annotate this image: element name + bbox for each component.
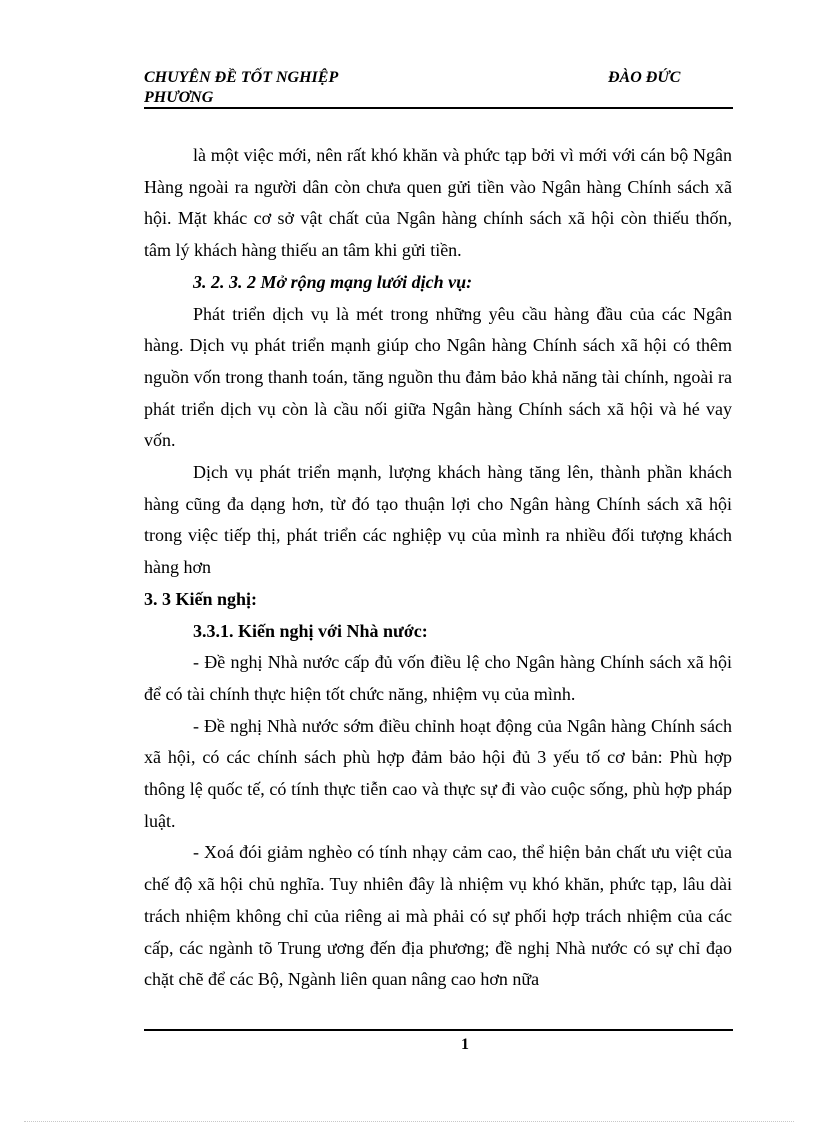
paragraph: Dịch vụ phát triển mạnh, lượng khách hàng tăng lên, thành phần khách hàng cũng đa dạng hơn, từ đó tạo thuận lợi cho Ngân hàng Chính sách xã hội trong việc tiếp thị, phát triển các nghiệp vụ của mình ra nhiều đối tượng khách hàng hơn [144, 462, 732, 578]
header-author: ĐÀO ĐỨC [608, 69, 681, 86]
section-heading: 3. 2. 3. 2 Mở rộng mạng lưới dịch vụ: [193, 271, 473, 292]
document-body [144, 140, 732, 996]
header-title: CHUYÊN ĐỀ TỐT NGHIỆP [144, 69, 339, 86]
paragraph: Phát triển dịch vụ là mét trong những yêu cầu hàng đầu của các Ngân hàng. Dịch vụ phát triển mạnh giúp cho Ngân hàng Chính sách xã hội có thêm nguồn vốn trong thanh toán, tăng nguồn thu đảm bảo khả năng tài chính, ngoài ra phát triển dịch vụ còn là cầu nối giữa Ngân hàng Chính sách xã hội và hé vay vốn. [144, 303, 732, 451]
page-boundary [24, 1121, 794, 1122]
subsection-heading: 3.3.1. Kiến nghị với Nhà nước: [193, 620, 428, 641]
paragraph: - Đề nghị Nhà nước sớm điều chỉnh hoạt động của Ngân hàng Chính sách xã hội, có các chính sách phù hợp đảm bảo hội đủ 3 yếu tố cơ bản: Phù hợp thông lệ quốc tế, có tính thực tiễn cao và thực sự đi vào cuộc sống, phù hợp pháp luật. [144, 715, 732, 831]
paragraph: - Xoá đói giảm nghèo có tính nhạy cảm cao, thể hiện bản chất ưu việt của chế độ xã hội chủ nghĩa. Tuy nhiên đây là nhiệm vụ khó khăn, phức tạp, lâu dài trách nhiệm không chỉ của riêng ai mà phải có sự phối hợp trách nhiệm của các cấp, các ngành tõ Trung ương đến địa phương; đề nghị Nhà nước có sự chỉ đạo chặt chẽ để các Bộ, Ngành liên quan nâng cao hơn nữa [144, 842, 732, 990]
header-author-continued: PHƯƠNG [144, 89, 214, 106]
page-number: 1 [461, 1036, 469, 1053]
paragraph: là một việc mới, nên rất khó khăn và phức tạp bởi vì mới với cán bộ Ngân Hàng ngoài ra người dân còn chưa quen gửi tiền vào Ngân hàng Chính sách xã hội. Mặt khác cơ sở vật chất của Ngân hàng chính sách xã hội còn thiếu thốn, tâm lý khách hàng thiếu an tâm khi gửi tiền. [144, 145, 732, 261]
footer-rule [144, 1029, 733, 1031]
paragraph: - Đề nghị Nhà nước cấp đủ vốn điều lệ cho Ngân hàng Chính sách xã hội để có tài chính thực hiện tốt chức năng, nhiệm vụ của mình. [144, 652, 732, 704]
header-rule [144, 107, 733, 109]
section-heading: 3. 3 Kiến nghị: [144, 588, 258, 609]
